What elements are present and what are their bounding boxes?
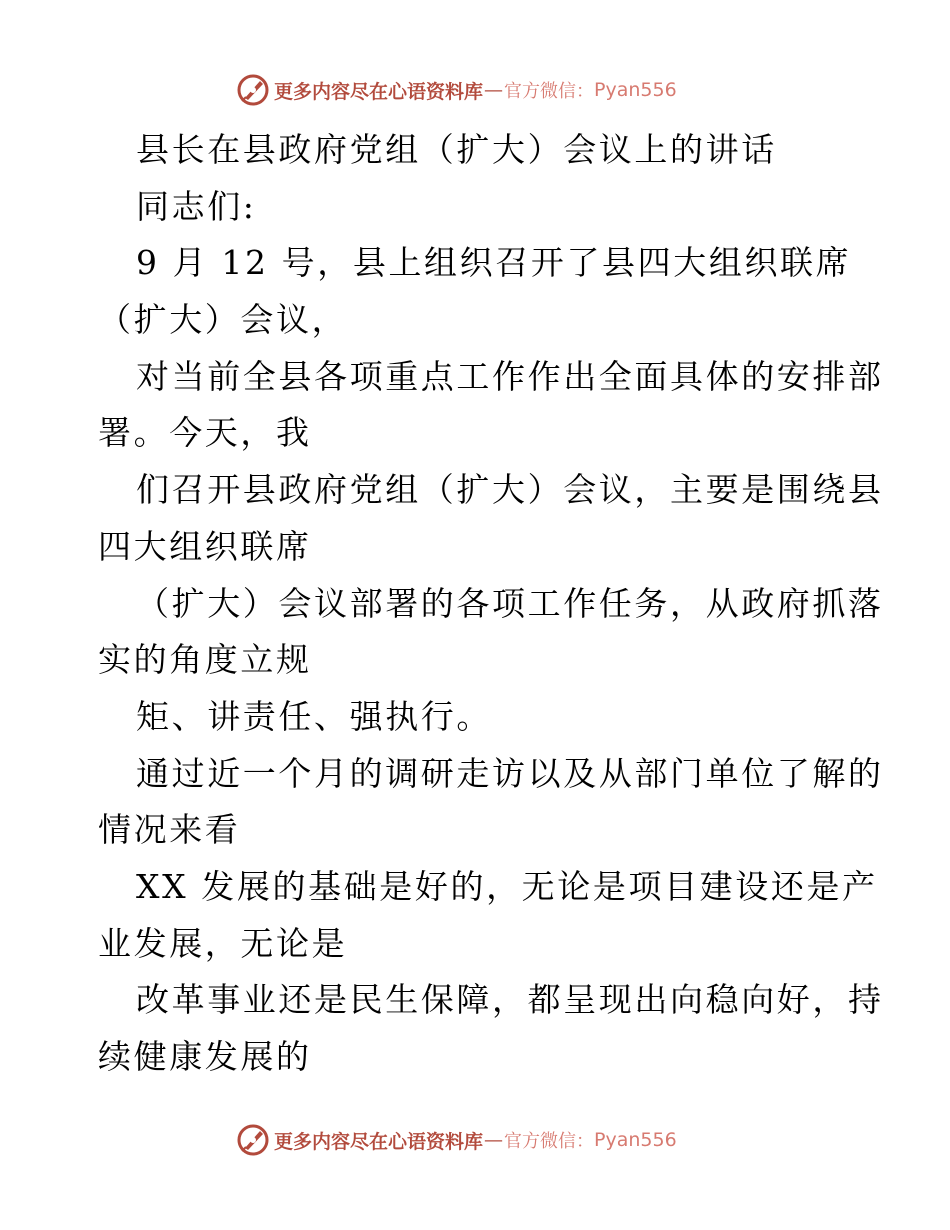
watermark-dash: —: [484, 1129, 504, 1151]
paragraph-line: 们召开县政府党组（扩大）会议，主要是围绕县: [136, 470, 884, 510]
paragraph-line: 矩、讲责任、强执行。: [136, 696, 492, 736]
header-watermark: [236, 72, 677, 108]
watermark-wechat-label: 官方微信：: [504, 1131, 595, 1152]
watermark-wechat-label: 官方微信：: [504, 81, 595, 102]
paragraph-line: （扩大）会议，: [98, 300, 348, 340]
paragraph-line: 续健康发展的: [98, 1037, 312, 1076]
paragraph-line: 四大组织联席: [98, 526, 312, 566]
paragraph-line: 情况来看: [98, 810, 241, 850]
paragraph-line: 通过近一个月的调研走访以及从部门单位了解的: [136, 753, 884, 793]
document-body: [98, 122, 884, 1086]
watermark-wechat-id: Pyan556: [594, 1129, 677, 1151]
document-title: 县长在县政府党组（扩大）会议上的讲话: [136, 130, 777, 169]
quill-pen-logo-icon: [236, 1123, 270, 1157]
paragraph-line: XX 发展的基础是好的，无论是项目建设还是产: [136, 866, 878, 906]
paragraph-line: 改革事业还是民生保障，都呈现出向稳向好，持: [136, 980, 884, 1020]
footer-watermark: [236, 1122, 677, 1158]
paragraph-line: 对当前全县各项重点工作作出全面具体的安排部: [136, 356, 884, 396]
quill-pen-logo-icon: [236, 73, 270, 107]
paragraph-line: 实的角度立规: [98, 640, 312, 680]
watermark-dash: —: [484, 79, 504, 101]
watermark-site-text: 更多内容尽在心语资料库: [274, 80, 484, 103]
watermark-wechat-id: Pyan556: [594, 79, 677, 101]
paragraph-line: （扩大）会议部署的各项工作任务，从政府抓落: [136, 583, 884, 623]
paragraph-line: 9 月 12 号，县上组织召开了县四大组织联席: [136, 243, 852, 283]
paragraph-line: 业发展，无论是: [98, 923, 348, 963]
salutation: 同志们:: [136, 186, 257, 226]
watermark-site-text: 更多内容尽在心语资料库: [274, 1130, 484, 1153]
paragraph-line: 署。今天，我: [98, 413, 312, 453]
